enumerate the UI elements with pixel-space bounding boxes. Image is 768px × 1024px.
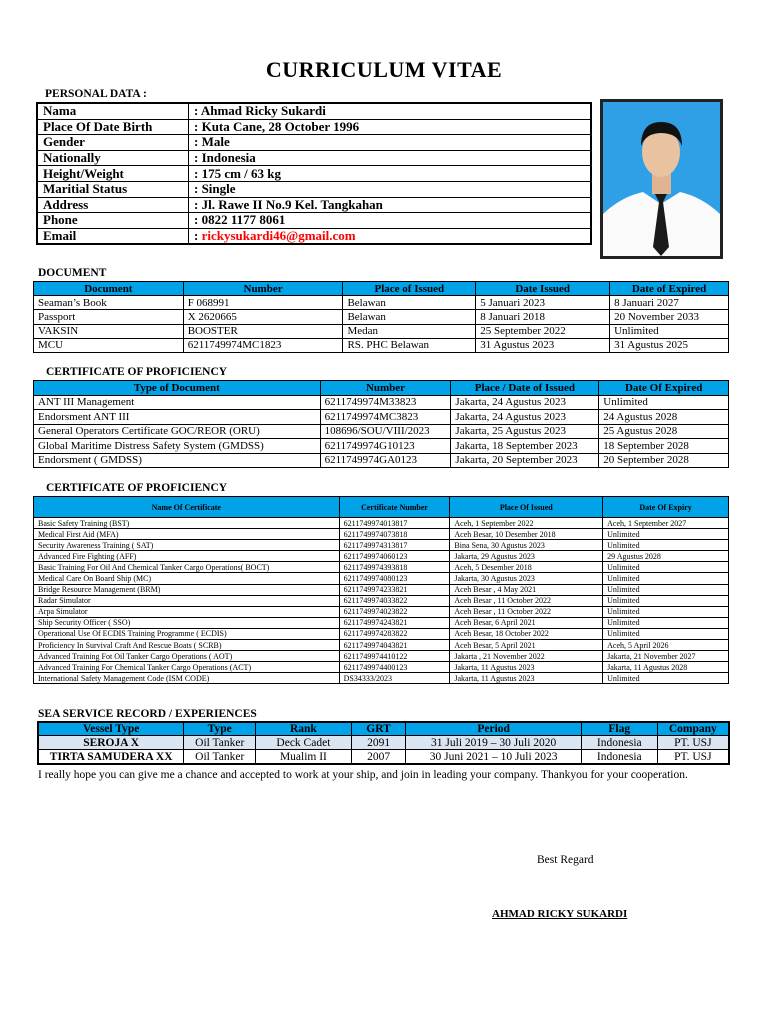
personal-label: Nama bbox=[37, 103, 189, 119]
table-cell: 31 Juli 2019 – 30 Juli 2020 bbox=[406, 736, 582, 750]
table-cell: Bina Sena, 30 Agustus 2023 bbox=[450, 540, 603, 551]
column-header: Rank bbox=[256, 722, 352, 736]
table-row bbox=[34, 673, 729, 684]
column-header: Number bbox=[183, 282, 343, 296]
column-header: Type bbox=[184, 722, 256, 736]
personal-data-heading: PERSONAL DATA : bbox=[45, 88, 147, 100]
table-cell: 6211749974023822 bbox=[339, 606, 450, 617]
table-cell: 6211749974393818 bbox=[339, 562, 450, 573]
table-row bbox=[34, 562, 729, 573]
table-cell: Proficiency In Survival Craft And Rescue Boats ( SCRB) bbox=[34, 640, 340, 651]
table-cell: Unlimited bbox=[603, 628, 729, 639]
table-cell: 30 Juni 2021 – 10 Juli 2023 bbox=[406, 750, 582, 765]
sea-service-heading: SEA SERVICE RECORD / EXPERIENCES bbox=[38, 708, 257, 720]
column-header: Date of Expired bbox=[610, 282, 729, 296]
certificate-heading: CERTIFICATE OF PROFICIENCY bbox=[46, 482, 228, 494]
table-cell: Global Maritime Distress Safety System (GMDSS) bbox=[34, 439, 321, 454]
column-header: Flag bbox=[581, 722, 657, 736]
proficiency-heading: CERTIFICATE OF PROFICIENCY bbox=[46, 366, 228, 378]
table-cell: Medical Care On Board Ship (MC) bbox=[34, 573, 340, 584]
table-cell: 18 September 2028 bbox=[599, 439, 729, 454]
closing-text: Best Regard bbox=[537, 854, 594, 866]
personal-label: Nationally bbox=[37, 150, 189, 166]
table-cell: Jakarta, 18 September 2023 bbox=[451, 439, 599, 454]
table-cell: Unlimited bbox=[603, 673, 729, 684]
table-row bbox=[38, 750, 729, 765]
table-cell: 6211749974400123 bbox=[339, 662, 450, 673]
table-cell: Seaman’s Book bbox=[34, 296, 184, 310]
table-cell: 6211749974G10123 bbox=[320, 439, 451, 454]
table-cell: Aceh, 1 September 2027 bbox=[603, 518, 729, 529]
table-row bbox=[34, 410, 729, 425]
table-row bbox=[34, 540, 729, 551]
personal-row bbox=[37, 135, 591, 151]
table-cell: Jakarta, 11 Agustus 2023 bbox=[450, 673, 603, 684]
table-cell: 6211749974M33823 bbox=[320, 395, 451, 410]
column-header: Company bbox=[657, 722, 729, 736]
table-cell: Jakarta, 30 Agustus 2023 bbox=[450, 573, 603, 584]
email-link[interactable]: rickysukardi46@gmail.com bbox=[201, 228, 356, 244]
table-cell: Aceh, 1 September 2022 bbox=[450, 518, 603, 529]
cover-letter-text: I really hope you can give me a chance and accepted to work at your ship, and join in leading your company. Thankyou for your cooperation. bbox=[38, 769, 688, 781]
certificate-table bbox=[33, 496, 729, 684]
table-cell: Jakarta, 25 Agustus 2023 bbox=[451, 424, 599, 439]
column-header: Period bbox=[406, 722, 582, 736]
table-cell: Jakarta, 20 September 2023 bbox=[451, 453, 599, 468]
table-cell: Belawan bbox=[343, 296, 476, 310]
table-cell: Jakarta, 24 Agustus 2023 bbox=[451, 410, 599, 425]
personal-value: : Indonesia bbox=[189, 150, 592, 166]
column-header: Place / Date of Issued bbox=[451, 381, 599, 396]
personal-label: Phone bbox=[37, 213, 189, 229]
table-cell: 6211749974243821 bbox=[339, 617, 450, 628]
table-cell: Advanced Training For Chemical Tanker Cargo Operations (ACT) bbox=[34, 662, 340, 673]
table-cell: General Operators Certificate GOC/REOR (ORU) bbox=[34, 424, 321, 439]
column-header: Number bbox=[320, 381, 451, 396]
table-cell: Medan bbox=[343, 324, 476, 338]
table-cell: Jakarta, 11 Agustus 2023 bbox=[450, 662, 603, 673]
table-cell: Unlimited bbox=[610, 324, 729, 338]
table-cell: Jakarta, 21 November 2027 bbox=[603, 651, 729, 662]
personal-value: : Ahmad Ricky Sukardi bbox=[189, 103, 592, 119]
personal-label: Height/Weight bbox=[37, 166, 189, 182]
personal-label: Maritial Status bbox=[37, 181, 189, 197]
document-table bbox=[33, 281, 729, 353]
signature-name: AHMAD RICKY SUKARDI bbox=[492, 908, 628, 920]
table-cell: Ship Security Officer ( SSO) bbox=[34, 617, 340, 628]
table-cell: Medical First Aid (MFA) bbox=[34, 529, 340, 540]
table-row bbox=[34, 395, 729, 410]
table-cell: Aceh Besar, 5 April 2021 bbox=[450, 640, 603, 651]
table-cell: 2091 bbox=[351, 736, 406, 750]
personal-row bbox=[37, 119, 591, 135]
table-cell: Indonesia bbox=[581, 736, 657, 750]
table-cell: Aceh Besar, 6 April 2021 bbox=[450, 617, 603, 628]
table-cell: Radar Simulator bbox=[34, 595, 340, 606]
column-header: Date Of Expiry bbox=[603, 497, 729, 518]
table-cell: Aceh Besar, 10 Desember 2018 bbox=[450, 529, 603, 540]
table-cell: Unlimited bbox=[603, 529, 729, 540]
table-cell: X 2620665 bbox=[183, 310, 343, 324]
column-header: Place of Issued bbox=[343, 282, 476, 296]
table-cell: Aceh Besar , 4 May 2021 bbox=[450, 584, 603, 595]
table-row bbox=[34, 662, 729, 673]
table-cell: Unlimited bbox=[603, 562, 729, 573]
personal-value: : Single bbox=[189, 181, 592, 197]
table-cell: 31 Agustus 2025 bbox=[610, 338, 729, 352]
table-cell: 20 November 2033 bbox=[610, 310, 729, 324]
table-cell: 108696/SOU/VIII/2023 bbox=[320, 424, 451, 439]
table-cell: 29 Agustus 2028 bbox=[603, 551, 729, 562]
table-cell: 6211749974073818 bbox=[339, 529, 450, 540]
personal-row bbox=[37, 166, 591, 182]
table-cell: 6211749974233821 bbox=[339, 584, 450, 595]
table-cell: Arpa Simulator bbox=[34, 606, 340, 617]
personal-value: : Jl. Rawe II No.9 Kel. Tangkahan bbox=[189, 197, 592, 213]
personal-value: : 0822 1177 8061 bbox=[189, 213, 592, 229]
table-cell: 25 Agustus 2028 bbox=[599, 424, 729, 439]
table-cell: Aceh, 5 April 2026 bbox=[603, 640, 729, 651]
vessel-name-cell: SEROJA X bbox=[38, 736, 184, 750]
table-cell: MCU bbox=[34, 338, 184, 352]
table-cell: Jakarta, 29 Agustus 2023 bbox=[450, 551, 603, 562]
table-cell: RS. PHC Belawan bbox=[343, 338, 476, 352]
table-cell: 20 September 2028 bbox=[599, 453, 729, 468]
column-header: Document bbox=[34, 282, 184, 296]
table-cell: Aceh, 5 Desember 2018 bbox=[450, 562, 603, 573]
table-cell: Basic Safety Training (BST) bbox=[34, 518, 340, 529]
personal-label: Email bbox=[37, 228, 189, 244]
personal-row bbox=[37, 103, 591, 119]
column-header: Date Of Expired bbox=[599, 381, 729, 396]
table-row bbox=[34, 651, 729, 662]
table-cell: Unlimited bbox=[603, 573, 729, 584]
portrait-photo bbox=[600, 99, 723, 259]
personal-row bbox=[37, 228, 591, 244]
table-row bbox=[34, 584, 729, 595]
table-row bbox=[34, 324, 729, 338]
personal-value: : 175 cm / 63 kg bbox=[189, 166, 592, 182]
personal-row bbox=[37, 197, 591, 213]
table-cell: Advanced Fire Fighting (AFF) bbox=[34, 551, 340, 562]
column-header: Vessel Type bbox=[38, 722, 184, 736]
table-cell: Passport bbox=[34, 310, 184, 324]
document-title: CURRICULUM VITAE bbox=[265, 57, 503, 82]
table-cell: Aceh Besar , 11 October 2022 bbox=[450, 606, 603, 617]
table-row bbox=[34, 595, 729, 606]
column-header: Certificate Number bbox=[339, 497, 450, 518]
table-row bbox=[34, 617, 729, 628]
proficiency-table bbox=[33, 380, 729, 468]
personal-value bbox=[189, 228, 592, 244]
table-cell: Unlimited bbox=[599, 395, 729, 410]
table-row bbox=[34, 518, 729, 529]
table-cell: Jakarta, 11 Agustus 2028 bbox=[603, 662, 729, 673]
table-cell: 6211749974313817 bbox=[339, 540, 450, 551]
personal-label: Gender bbox=[37, 135, 189, 151]
table-cell: Security Awareness Training ( SAT) bbox=[34, 540, 340, 551]
table-row bbox=[34, 310, 729, 324]
table-cell: 8 Januari 2027 bbox=[610, 296, 729, 310]
table-cell: Basic Training For Oil And Chemical Tanker Cargo Operations( BOCT) bbox=[34, 562, 340, 573]
table-cell: 31 Agustus 2023 bbox=[476, 338, 610, 352]
table-cell: Mualim II bbox=[256, 750, 352, 765]
table-cell: 25 September 2022 bbox=[476, 324, 610, 338]
personal-value: : Male bbox=[189, 135, 592, 151]
table-cell: 6211749974033822 bbox=[339, 595, 450, 606]
personal-row bbox=[37, 213, 591, 229]
table-row bbox=[34, 453, 729, 468]
table-cell: 6211749974283822 bbox=[339, 628, 450, 639]
table-cell: 6211749974060123 bbox=[339, 551, 450, 562]
column-header: Place Of Issued bbox=[450, 497, 603, 518]
table-cell: BOOSTER bbox=[183, 324, 343, 338]
table-cell: 6211749974410122 bbox=[339, 651, 450, 662]
table-row bbox=[34, 640, 729, 651]
personal-label: Address bbox=[37, 197, 189, 213]
table-cell: 6211749974GA0123 bbox=[320, 453, 451, 468]
table-cell: 6211749974MC3823 bbox=[320, 410, 451, 425]
table-cell: Oil Tanker bbox=[184, 750, 256, 765]
table-row bbox=[38, 736, 729, 750]
personal-label: Place Of Date Birth bbox=[37, 119, 189, 135]
table-cell: 5 Januari 2023 bbox=[476, 296, 610, 310]
table-row bbox=[34, 424, 729, 439]
table-cell: Deck Cadet bbox=[256, 736, 352, 750]
table-cell: Aceh Besar , 11 October 2022 bbox=[450, 595, 603, 606]
table-cell: Endorsment ANT III bbox=[34, 410, 321, 425]
table-row bbox=[34, 551, 729, 562]
table-cell: ANT III Management bbox=[34, 395, 321, 410]
personal-value: : Kuta Cane, 28 October 1996 bbox=[189, 119, 592, 135]
personal-row bbox=[37, 181, 591, 197]
sea-service-table bbox=[37, 721, 730, 765]
table-cell: 6211749974013817 bbox=[339, 518, 450, 529]
table-row bbox=[34, 338, 729, 352]
table-row bbox=[34, 439, 729, 454]
personal-row bbox=[37, 150, 591, 166]
table-cell: VAKSIN bbox=[34, 324, 184, 338]
column-header: GRT bbox=[351, 722, 406, 736]
table-cell: Bridge Resource Management (BRM) bbox=[34, 584, 340, 595]
table-cell: Belawan bbox=[343, 310, 476, 324]
table-cell: Endorsment ( GMDSS) bbox=[34, 453, 321, 468]
table-cell: 2007 bbox=[351, 750, 406, 765]
table-cell: Unlimited bbox=[603, 540, 729, 551]
table-cell: Oil Tanker bbox=[184, 736, 256, 750]
column-header: Date Issued bbox=[476, 282, 610, 296]
table-row bbox=[34, 628, 729, 639]
email-prefix: : bbox=[194, 228, 202, 244]
vessel-name-cell: TIRTA SAMUDERA XX bbox=[38, 750, 184, 765]
table-cell: Unlimited bbox=[603, 606, 729, 617]
table-row bbox=[34, 529, 729, 540]
table-cell: Aceh Besar, 18 October 2022 bbox=[450, 628, 603, 639]
table-cell: Unlimited bbox=[603, 584, 729, 595]
table-cell: 24 Agustus 2028 bbox=[599, 410, 729, 425]
table-row bbox=[34, 296, 729, 310]
table-cell: Unlimited bbox=[603, 617, 729, 628]
table-cell: 6211749974043821 bbox=[339, 640, 450, 651]
table-cell: F 068991 bbox=[183, 296, 343, 310]
document-heading: DOCUMENT bbox=[38, 267, 107, 279]
table-cell: International Safety Management Code (ISM CODE) bbox=[34, 673, 340, 684]
table-cell: PT. USJ bbox=[657, 750, 729, 765]
table-cell: Indonesia bbox=[581, 750, 657, 765]
personal-data-table bbox=[36, 102, 592, 245]
table-cell: Unlimited bbox=[603, 595, 729, 606]
column-header: Name Of Certificate bbox=[34, 497, 340, 518]
table-cell: Operational Use Of ECDIS Training Programme ( ECDIS) bbox=[34, 628, 340, 639]
column-header: Type of Document bbox=[34, 381, 321, 396]
table-cell: Jakarta , 21 November 2022 bbox=[450, 651, 603, 662]
table-cell: Advanced Training Fot Oil Tanker Cargo Operations ( AOT) bbox=[34, 651, 340, 662]
table-cell: PT. USJ bbox=[657, 736, 729, 750]
table-cell: 6211749974080123 bbox=[339, 573, 450, 584]
table-row bbox=[34, 606, 729, 617]
table-cell: DS34333/2023 bbox=[339, 673, 450, 684]
table-cell: 8 Januari 2018 bbox=[476, 310, 610, 324]
table-cell: 6211749974MC1823 bbox=[183, 338, 343, 352]
table-row bbox=[34, 573, 729, 584]
table-cell: Jakarta, 24 Agustus 2023 bbox=[451, 395, 599, 410]
